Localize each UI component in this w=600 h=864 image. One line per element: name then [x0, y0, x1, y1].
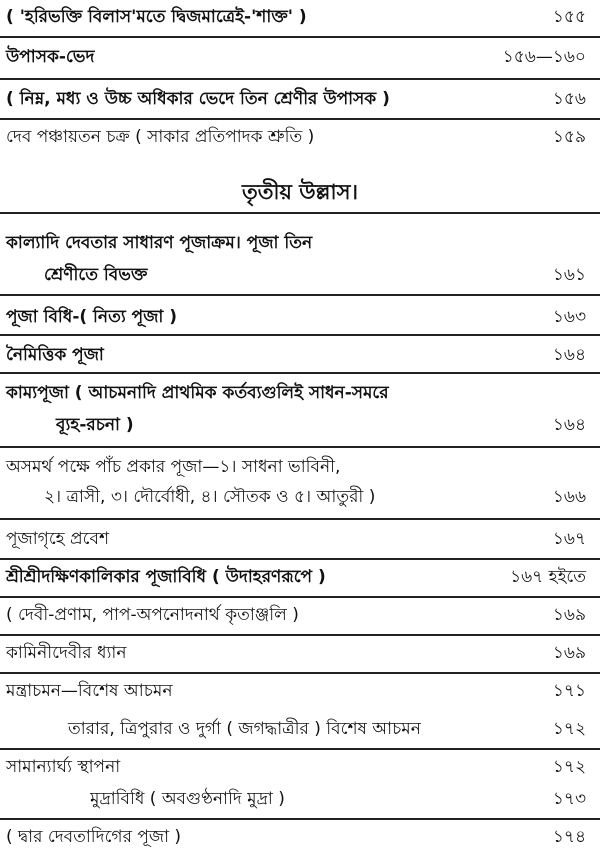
entry-page: ১৫৯ — [552, 127, 586, 147]
entry-page: ১৬১ — [552, 265, 586, 285]
divider — [0, 672, 600, 674]
entry-page: ১৭৩ — [552, 789, 586, 809]
entry-page: ১৬৩ — [552, 307, 586, 327]
divider — [0, 748, 600, 750]
entry-title: কাল্যাদি দেবতার সাধারণ পূজাক্রম। পূজা তিন — [6, 233, 313, 253]
entry-page: ১৬৬ — [552, 487, 586, 507]
entry-title: ( দেবী-প্রণাম, পাপ-অপনোদনার্থ কৃতাঞ্জলি ) — [6, 605, 299, 625]
entry-page: ১৫৬ — [552, 89, 586, 109]
divider — [0, 36, 600, 38]
entry-title: শ্রেণীতে বিভক্ত — [44, 265, 148, 285]
entry-page: ১৬৪ — [552, 415, 586, 435]
entry-title: মুদ্রাবিধি ( অবগুণ্ঠনাদি মুদ্রা ) — [90, 789, 285, 809]
entry-title: কাম্যপূজা ( আচমনাদি প্রাথমিক কর্তব্যগুলিই সাধন-সমরে — [6, 383, 389, 403]
divider — [0, 446, 600, 448]
entry-page: ১৬৯ — [552, 643, 586, 663]
entry-title: পূজা বিধি-( নিত্য পূজা ) — [6, 307, 178, 327]
divider — [0, 634, 600, 636]
entry-title: দেব পঞ্চায়তন চক্র ( সাকার প্রতিপাদক শ্রুতি ) — [6, 127, 315, 147]
divider — [0, 818, 600, 820]
divider — [0, 518, 600, 520]
divider — [0, 294, 600, 296]
entry-title: ২। ত্রাসী, ৩। দৌর্বোধী, ৪। সৌতক ও ৫। আতুরী ) — [44, 487, 376, 507]
divider — [0, 596, 600, 598]
divider — [0, 212, 600, 214]
divider — [0, 78, 600, 80]
divider — [0, 118, 600, 120]
entry-title: সামান্যার্ঘ্য স্থাপনা — [6, 757, 121, 777]
entry-title: ব্যূহ-রচনা ) — [56, 415, 134, 435]
entry-title: ( দ্বার দেবতাদিগের পূজা ) — [6, 827, 182, 847]
entry-title: মন্ত্রাচমন—বিশেষ আচমন — [6, 681, 173, 701]
entry-title: নৈমিত্তিক পূজা — [6, 345, 104, 365]
divider — [0, 558, 600, 560]
section-heading: তৃতীয় উল্লাস। — [242, 180, 358, 204]
entry-page: ১৭২ — [552, 719, 586, 739]
entry-page: ১৬৭ হইতে — [510, 567, 586, 587]
entry-page: ১৭১ — [552, 681, 586, 701]
entry-page: ১৬৭ — [552, 529, 586, 549]
entry-page: ১৭২ — [552, 757, 586, 777]
entry-page: ১৭৪ — [552, 827, 586, 847]
entry-title: ( নিম্ন, মধ্য ও উচ্চ অধিকার ভেদে তিন শ্রেণীর উপাসক ) — [6, 89, 390, 109]
entry-title: কামিনীদেবীর ধ্যান — [6, 643, 127, 663]
divider — [0, 372, 600, 374]
entry-title: ( 'হরিভক্তি বিলাস'মতে দ্বিজমাত্রেই-'শাক্ত' ) — [6, 7, 307, 27]
entry-title: পূজাগৃহে প্রবেশ — [6, 529, 110, 549]
entry-page: ১৬৪ — [552, 345, 586, 365]
entry-page: ১৫৬—১৬০ — [502, 47, 586, 67]
divider — [0, 334, 600, 336]
entry-title: শ্রীশ্রীদক্ষিণকালিকার পূজাবিধি ( উদাহরণরূপে ) — [6, 567, 326, 587]
entry-page: ১৫৫ — [552, 7, 586, 27]
entry-page: ১৬৯ — [552, 605, 586, 625]
entry-title: উপাসক-ভেদ — [6, 47, 95, 67]
entry-title: তারার, ত্রিপুরার ও দুর্গা ( জগদ্ধাত্রীর ) বিশেষ আচমন — [68, 719, 421, 739]
entry-title: অসমর্থ পক্ষে পাঁচ প্রকার পূজা—১। সাধনা ভাবিনী, — [6, 457, 341, 477]
